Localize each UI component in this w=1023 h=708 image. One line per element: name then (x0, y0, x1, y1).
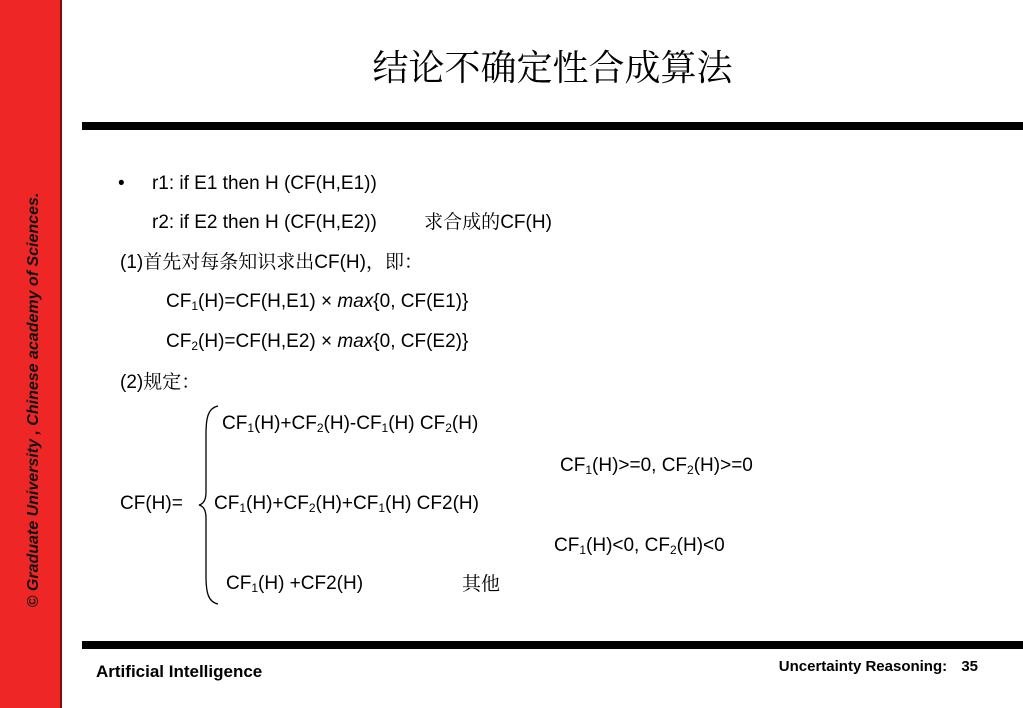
case-3-expr (226, 572, 363, 596)
cf2-head: CF (166, 331, 192, 352)
cond-part: CF (560, 455, 586, 476)
rule-r2-text: r2: if E2 then H (CF(H,E2)) (152, 212, 377, 233)
cf1-equation (166, 290, 468, 314)
cond-sub: 2 (687, 463, 694, 477)
case-1-condition (560, 454, 753, 478)
cond-sub: 1 (579, 543, 587, 557)
page-number: 35 (961, 658, 978, 675)
cf1-head: CF (166, 291, 192, 312)
sidebar-edge (60, 0, 62, 708)
expr-sub: 1 (381, 421, 389, 435)
expr-part: CF (226, 573, 252, 594)
cond-part: (H)<0 (676, 535, 725, 556)
cond-part: (H)>=0 (693, 455, 753, 476)
cf2-args: {0, CF(E2)} (373, 331, 469, 352)
step-2 (120, 370, 200, 395)
cf1-args: {0, CF(E1)} (373, 291, 469, 312)
expr-sub: 1 (378, 501, 386, 515)
cf2-body: (H)=CF(H,E2) × (198, 331, 338, 352)
case-2-condition (554, 534, 725, 558)
expr-sub: 2 (316, 421, 324, 435)
cond-part: CF (554, 535, 580, 556)
bullet: • (118, 173, 125, 194)
expr-part: (H) CF2(H) (385, 493, 479, 514)
cf2-func: max (337, 331, 374, 352)
expr-sub: 2 (445, 421, 452, 435)
case-3-condition: 其他 (462, 573, 501, 595)
expr-part: CF (214, 493, 240, 514)
step-1-tail: CF(H)，即： (314, 252, 423, 273)
case-2-expr (214, 492, 479, 516)
step-1-cn: 首先对每条知识求出 (143, 251, 315, 273)
expr-part: (H) (451, 413, 479, 434)
cf2-sub: 2 (191, 339, 199, 353)
expr-part: (H)+CF (246, 493, 309, 514)
rule-r2-note-tail: CF(H) (500, 212, 552, 233)
expr-sub: 1 (251, 581, 259, 595)
expr-sub: 1 (239, 501, 247, 515)
expr-part: CF (222, 413, 248, 434)
step-1-prefix: (1) (120, 252, 144, 273)
cf2-equation (166, 330, 468, 354)
copyright-text: © Graduate University , Chinese academy of Sciences. (25, 192, 42, 608)
expr-sub: 1 (247, 421, 255, 435)
rule-r1-text: r1: if E1 then H (CF(H,E1)) (151, 173, 377, 194)
footer-course-title: Artificial Intelligence (96, 662, 263, 681)
page-title: 结论不确定性合成算法 (372, 48, 733, 89)
top-divider (82, 122, 1023, 130)
cond-part: (H)>=0, CF (592, 455, 688, 476)
expr-sub: 2 (308, 501, 316, 515)
expr-part: (H) CF (388, 413, 446, 434)
expr-part: (H)-CF (323, 413, 382, 434)
step-2-prefix: (2) (120, 372, 144, 393)
rule-r2-note: 求合成的 (424, 211, 501, 233)
expr-part: (H)+CF (254, 413, 317, 434)
cond-sub: 1 (585, 463, 593, 477)
step-1 (120, 250, 423, 275)
expr-part: (H)+CF (315, 493, 379, 514)
cond-sub: 2 (669, 543, 677, 557)
bottom-divider (82, 641, 1023, 649)
rule-r1 (118, 172, 377, 196)
case-1-expr (222, 412, 478, 436)
cf1-body: (H)=CF(H,E1) × (198, 291, 338, 312)
footer-section-label: Uncertainty Reasoning: (778, 658, 948, 675)
step-2-cn: 规定： (143, 371, 201, 393)
cf1-sub: 1 (191, 299, 199, 313)
footer-section (779, 658, 978, 675)
expr-part: (H) +CF2(H) (258, 573, 364, 594)
rule-r2 (152, 210, 552, 235)
cases-lhs: CF(H)= (120, 493, 183, 514)
cond-part: (H)<0, CF (586, 535, 670, 556)
cf1-func: max (337, 291, 374, 312)
